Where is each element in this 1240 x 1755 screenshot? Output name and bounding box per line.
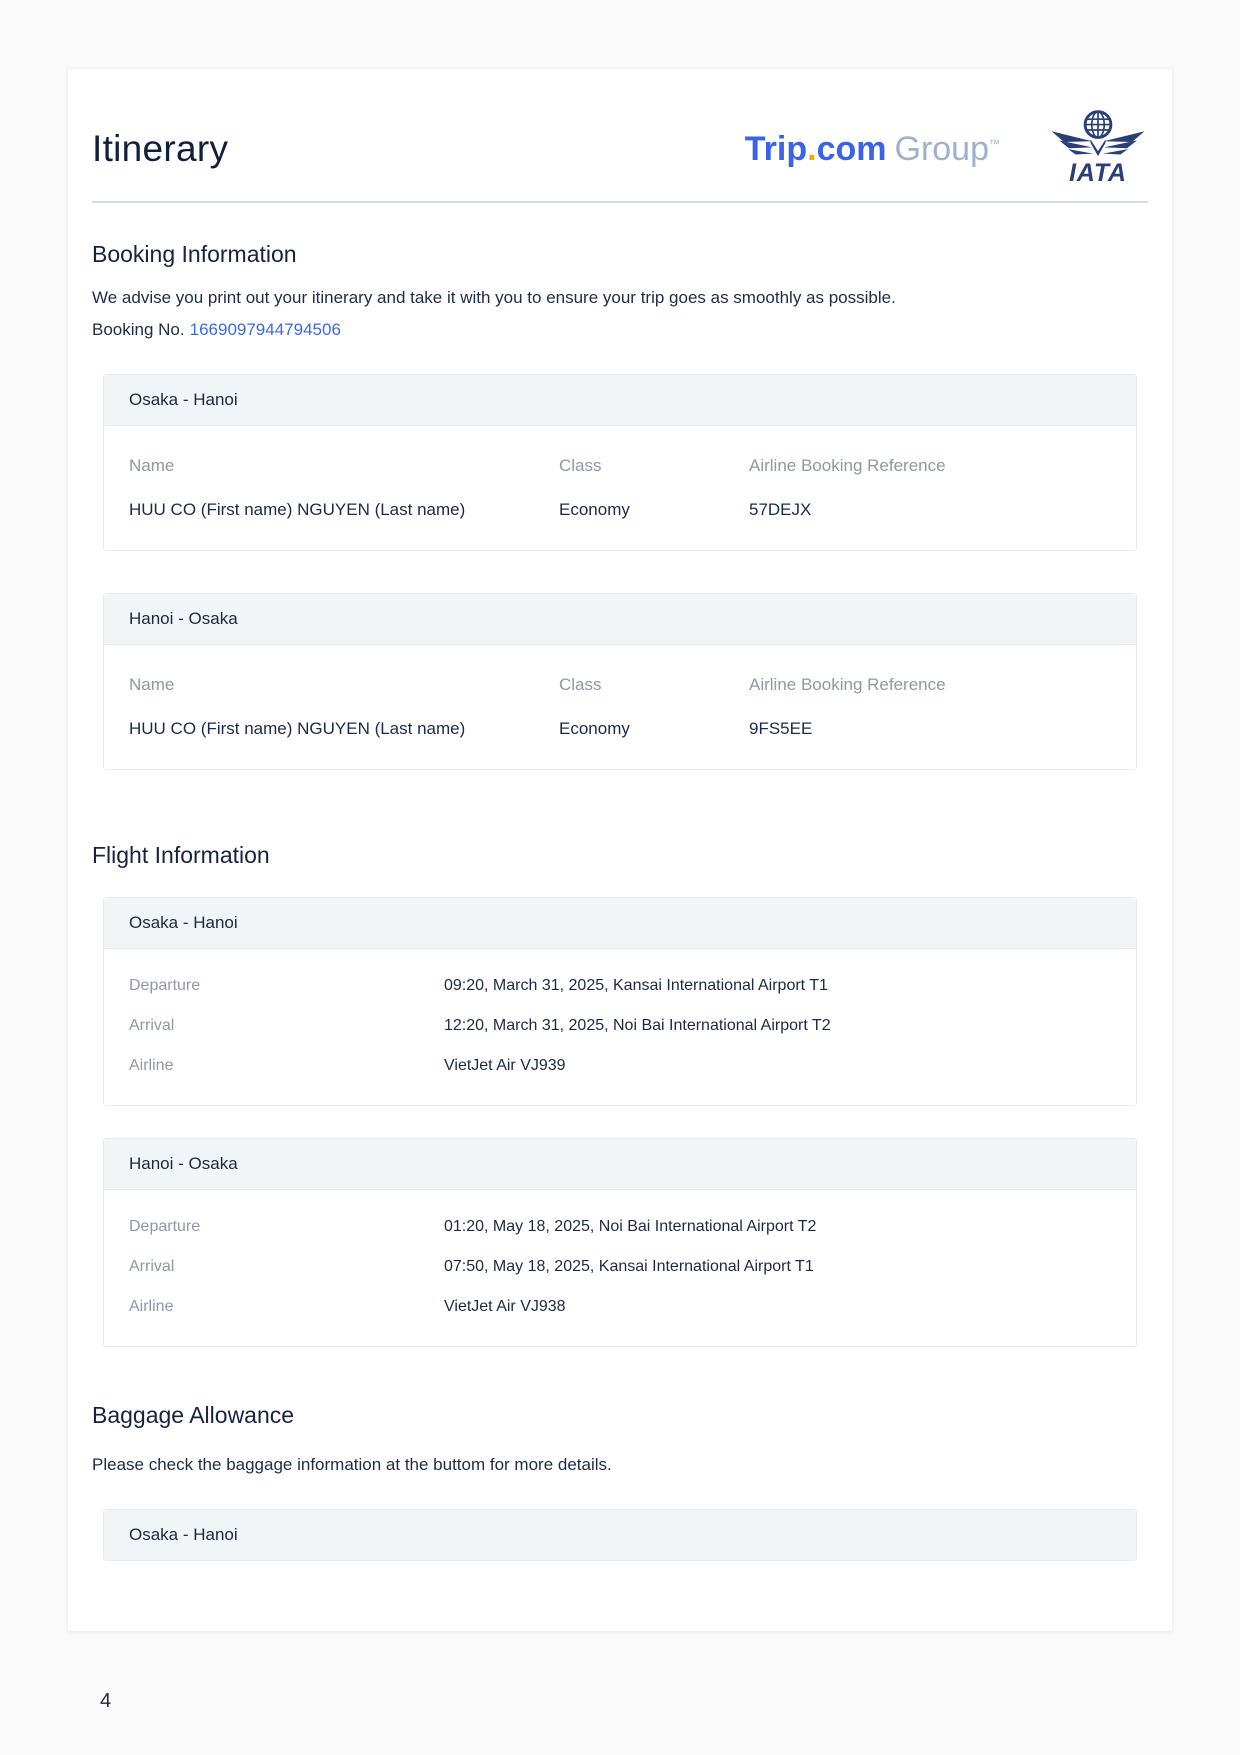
- booking-information-section: [90, 241, 1150, 770]
- airline-label: Airline: [129, 1298, 174, 1315]
- arrival-value: 07:50, May 18, 2025, Kansai International Airport T1: [444, 1258, 814, 1275]
- booking-number-label: Booking No.: [92, 320, 185, 339]
- passenger-name-value: HUU CO (First name) NGUYEN (Last name): [129, 719, 466, 738]
- reference-value: 57DEJX: [749, 500, 812, 519]
- flight-segment-card: [103, 897, 1137, 1106]
- departure-value: 01:20, May 18, 2025, Noi Bai International Airport T2: [444, 1218, 817, 1235]
- reference-column-header: Airline Booking Reference: [749, 456, 946, 475]
- document-header: [90, 113, 1150, 185]
- class-column-header: Class: [559, 456, 602, 475]
- flight-segment-table: [104, 1190, 1136, 1346]
- booking-segment-table: [104, 426, 1136, 550]
- departure-label: Departure: [129, 1218, 201, 1235]
- trip-logo-text: Trip: [744, 129, 808, 168]
- booking-information-heading: Booking Information: [92, 241, 297, 267]
- booking-segment-card: [103, 374, 1137, 551]
- class-value: Economy: [559, 719, 630, 738]
- segment-route-header: Hanoi - Osaka: [104, 1139, 1136, 1190]
- flight-information-heading: Flight Information: [92, 842, 270, 868]
- tripcom-group-logo: [745, 130, 1000, 169]
- passenger-name-value: HUU CO (First name) NGUYEN (Last name): [129, 500, 466, 519]
- itinerary-page: [67, 68, 1173, 1632]
- name-column-header: Name: [129, 675, 175, 694]
- departure-value: 09:20, March 31, 2025, Kansai International Airport T1: [444, 977, 828, 994]
- baggage-allowance-section: [90, 1402, 1150, 1561]
- airline-value: VietJet Air VJ938: [444, 1298, 566, 1315]
- baggage-note-text: Please check the baggage information at the buttom for more details.: [92, 1455, 612, 1474]
- booking-segment-card: [103, 593, 1137, 770]
- booking-number-link[interactable]: 1669097944794506: [189, 320, 341, 339]
- trip-logo-com: com: [816, 129, 887, 168]
- iata-logo: [1048, 108, 1148, 191]
- trip-logo-group: Group: [894, 129, 989, 168]
- class-value: Economy: [559, 500, 630, 519]
- iata-logo-icon: [1048, 108, 1148, 186]
- flight-segment-card: [103, 1138, 1137, 1347]
- trip-logo-dot: .: [807, 129, 817, 168]
- segment-route-header: Osaka - Hanoi: [104, 375, 1136, 426]
- page-number: 4: [100, 1690, 112, 1712]
- header-logos: [745, 108, 1148, 191]
- segment-route-header: Osaka - Hanoi: [104, 1510, 1136, 1560]
- baggage-segment-card: [103, 1509, 1137, 1561]
- arrival-label: Arrival: [129, 1017, 175, 1034]
- flight-segment-table: [104, 949, 1136, 1105]
- booking-number-line: [90, 314, 1150, 346]
- flight-information-section: [90, 842, 1150, 1347]
- print-advice-text: We advise you print out your itinerary and take it with you to ensure your trip goes as smoothly as possible.: [92, 288, 896, 307]
- class-column-header: Class: [559, 675, 602, 694]
- booking-segment-table: [104, 645, 1136, 769]
- reference-value: 9FS5EE: [749, 719, 813, 738]
- segment-route-header: Osaka - Hanoi: [104, 898, 1136, 949]
- segment-route-header: Hanoi - Osaka: [104, 594, 1136, 645]
- airline-label: Airline: [129, 1057, 174, 1074]
- page-title: Itinerary: [92, 128, 229, 169]
- arrival-value: 12:20, March 31, 2025, Noi Bai International Airport T2: [444, 1017, 831, 1034]
- reference-column-header: Airline Booking Reference: [749, 675, 946, 694]
- arrival-label: Arrival: [129, 1258, 175, 1275]
- airline-value: VietJet Air VJ939: [444, 1057, 566, 1074]
- baggage-allowance-heading: Baggage Allowance: [92, 1402, 295, 1428]
- trademark-symbol: ™: [989, 138, 1000, 151]
- name-column-header: Name: [129, 456, 175, 475]
- iata-logo-label: IATA: [1069, 158, 1127, 186]
- departure-label: Departure: [129, 977, 201, 994]
- header-divider: [92, 201, 1148, 203]
